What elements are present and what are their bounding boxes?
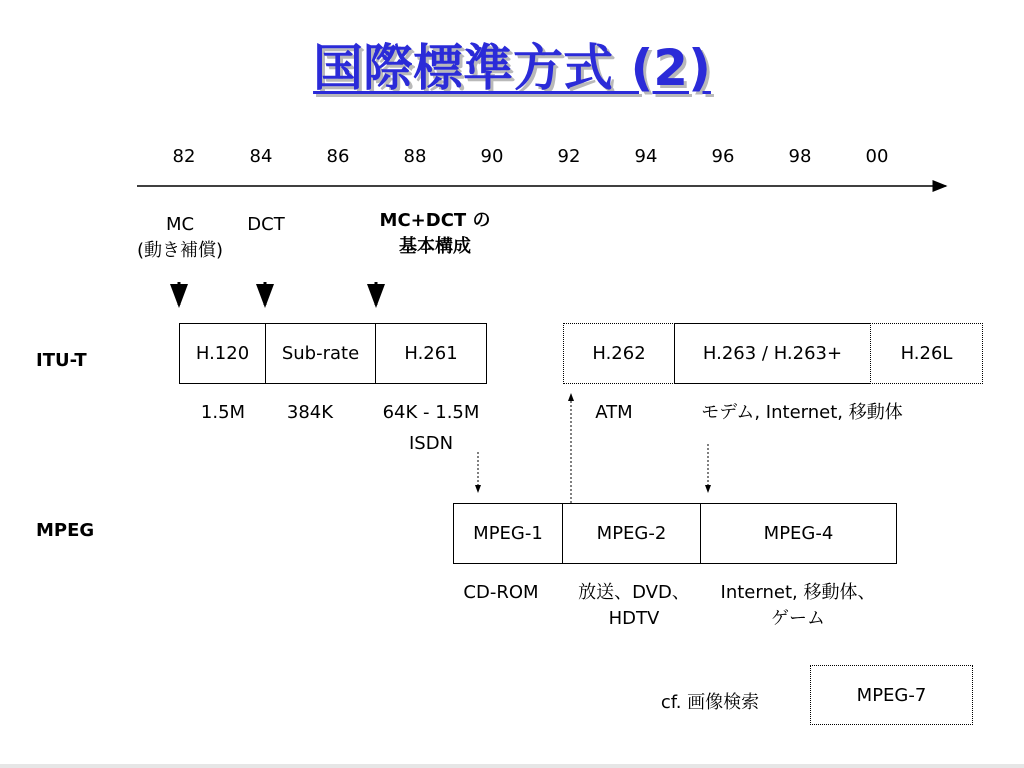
app-mpeg4 [700,580,896,632]
mcdct-line2: 基本構成 [399,236,471,257]
year-label: 92 [557,146,581,167]
mpeg7-note: cf. 画像検索 [660,692,760,713]
rate-h261: 64K - 1.5M [382,402,480,423]
mcdct-line1: MC+DCT の [379,210,491,231]
year-label: 88 [403,146,427,167]
rate-subrate: 384K [286,402,334,423]
year-label: 84 [249,146,273,167]
app-mpeg1: CD-ROM [463,582,539,603]
mpeg-row-label: MPEG [36,520,95,541]
rate-h262: ATM [595,402,633,423]
app-mpeg2-line2: HDTV [608,608,660,629]
h262-box: H.262 [563,323,675,384]
mpeg7-box: MPEG-7 [810,665,973,725]
year-label: 86 [326,146,350,167]
itu-row-label: ITU-T [36,350,87,371]
app-mpeg4-line1: Internet, 移動体、 [720,582,876,603]
year-label: 00 [865,146,889,167]
year-label: 94 [634,146,658,167]
mpeg1-box: MPEG-1 [453,503,563,564]
mpeg4-box: MPEG-4 [700,503,897,564]
subrate-box: Sub-rate [265,323,376,384]
mc-text: MC [165,214,195,235]
rate-h120: 1.5M [200,402,246,423]
year-label: 90 [480,146,504,167]
dct-label: DCT [247,214,285,235]
year-label: 82 [172,146,196,167]
h120-box: H.120 [179,323,266,384]
mc-label [130,212,230,264]
h263-box: H.263 / H.263+ [674,323,871,384]
mcdct-label [355,208,515,260]
h26l-box: H.26L [870,323,983,384]
year-label: 98 [788,146,812,167]
app-mpeg2-line1: 放送、DVD、 [578,582,690,603]
app-mpeg2 [564,580,704,632]
page-title: 国際標準方式 (2) [313,39,711,97]
year-label: 96 [711,146,735,167]
isdn-label: ISDN [408,433,454,454]
mpeg2-box: MPEG-2 [562,503,701,564]
app-mpeg4-line2: ゲーム [771,608,825,629]
footer-bar [0,764,1024,768]
mc-sub-text: (動き補償) [136,240,224,261]
h261-box: H.261 [375,323,487,384]
rate-h263: モデム, Internet, 移動体 [701,402,903,423]
